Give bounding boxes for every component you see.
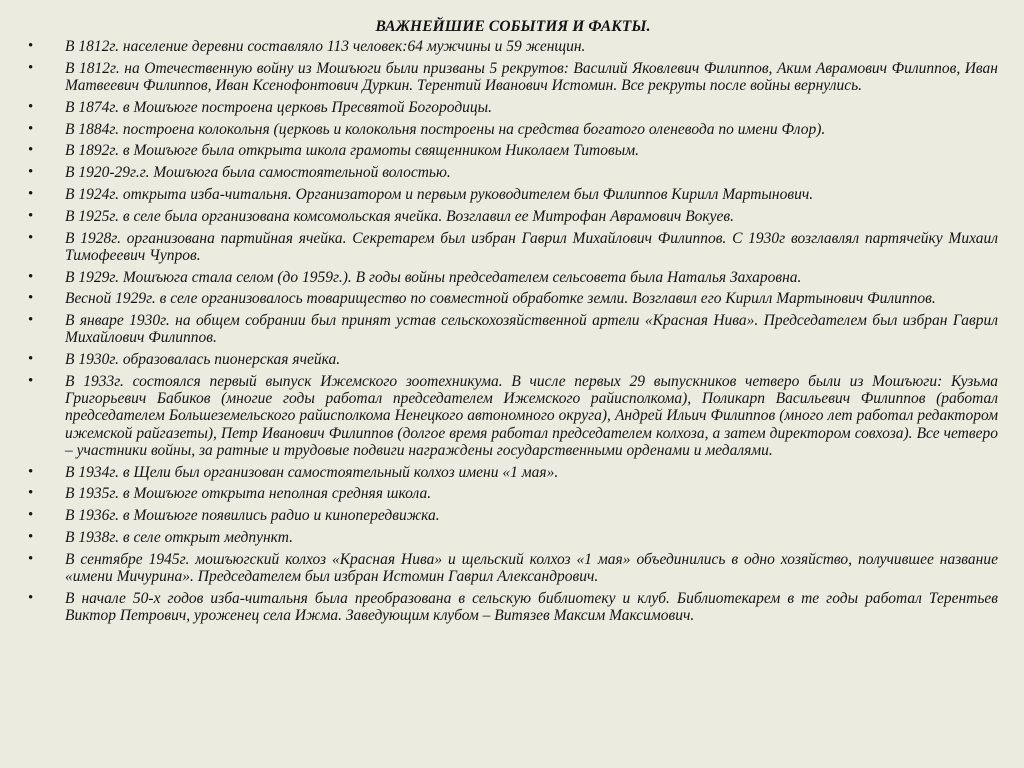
bullet-icon: • <box>28 528 34 545</box>
fact-item <box>28 121 998 138</box>
bullet-icon: • <box>28 185 34 202</box>
bullet-icon: • <box>28 312 34 329</box>
fact-item <box>28 230 998 264</box>
fact-item <box>28 551 998 585</box>
bullet-icon: • <box>28 507 34 524</box>
fact-item <box>28 99 998 116</box>
fact-text: В 1884г. построена колокольня (церковь и колокольня построены на средства богатого оленевода по имени Флор). <box>65 120 826 138</box>
fact-text: В 1934г. в Щели был организован самостоятельный колхоз имени «1 мая». <box>65 463 559 481</box>
fact-text: В 1938г. в селе открыт медпункт. <box>65 528 293 546</box>
fact-text: В сентябре 1945г. мошъюгский колхоз «Красная Нива» и щельский колхоз «1 мая» объединились в одно хозяйство, получившее название «имени Мичурина». Председателем был избран Истомин Гаврил Александрович. <box>65 550 998 585</box>
fact-text: В 1920-29г.г. Мошъюга была самостоятельной волостью. <box>65 164 451 182</box>
bullet-icon: • <box>28 485 34 502</box>
bullet-icon: • <box>28 59 34 76</box>
fact-text: В 1930г. образовалась пионерская ячейка. <box>65 351 341 369</box>
fact-text: В 1929г. Мошъюга стала селом (до 1959г.). В годы войны председателем сельсовета была Наталья Захаровна. <box>65 268 802 286</box>
bullet-icon: • <box>28 164 34 181</box>
fact-text: В январе 1930г. на общем собрании был принят устав сельскохозяйственной артели «Красная Нива». Председателем был избран Гаврил Михайлович Филиппов. <box>65 312 998 347</box>
bullet-icon: • <box>28 207 34 224</box>
bullet-icon: • <box>28 290 34 307</box>
fact-text: В 1874г. в Мошъюге построена церковь Пресвятой Богородицы. <box>65 98 493 116</box>
bullet-icon: • <box>28 550 34 567</box>
bullet-icon: • <box>28 589 34 606</box>
fact-text: В 1936г. в Мошъюге появились радио и кинопередвижка. <box>65 507 440 525</box>
fact-item <box>28 269 998 286</box>
fact-item <box>28 60 998 94</box>
bullet-icon: • <box>28 38 34 54</box>
fact-item <box>28 164 998 181</box>
fact-text: В 1925г. в селе была организована комсомольская ячейка. Возглавил ее Митрофан Аврамович Вокуев. <box>65 207 735 225</box>
fact-text: В 1892г. в Мошъюге была открыта школа грамоты священником Николаем Титовым. <box>65 142 639 160</box>
fact-text: В начале 50-х годов изба-читальня была преобразована в сельскую библиотеку и клуб. Библиотекарем в те годы работал Терентьев Виктор Петрович, уроженец села Ижма. Заведующим клубом – Витязев Максим Максимович. <box>65 589 998 624</box>
fact-item <box>28 38 998 55</box>
fact-item <box>28 351 998 368</box>
fact-text: Весной 1929г. в селе организовалось товарищество по совместной обработке земли. Возглавил его Кирилл Мартынович Филиппов. <box>65 290 936 308</box>
bullet-icon: • <box>28 268 34 285</box>
bullet-icon: • <box>28 120 34 137</box>
bullet-icon: • <box>28 98 34 115</box>
fact-item <box>28 186 998 203</box>
fact-item <box>28 373 998 459</box>
bullet-icon: • <box>28 351 34 368</box>
fact-item <box>28 529 998 546</box>
fact-text: В 1928г. организована партийная ячейка. Секретарем был избран Гаврил Михайлович Филиппов. С 1930г возглавлял партячейку Михаил Тимофеевич Чупров. <box>65 229 998 264</box>
bullet-icon: • <box>28 463 34 480</box>
fact-item <box>28 464 998 481</box>
facts-list <box>28 38 998 624</box>
fact-item <box>28 290 998 307</box>
fact-item <box>28 312 998 346</box>
fact-item <box>28 507 998 524</box>
fact-text: В 1812г. на Отечественную войну из Мошъюги были призваны 5 рекрутов: Василий Яковлевич Филиппов, Аким Аврамович Филиппов, Иван Матвеевич Филиппов, Иван Ксенофонтович Дуркин. Терентий Иванович Истомин. Все рекруты после войны вернулись. <box>65 59 998 94</box>
slide-title: ВАЖНЕЙШИЕ СОБЫТИЯ И ФАКТЫ. <box>375 18 651 35</box>
fact-text: В 1924г. открыта изба-читальня. Организатором и первым руководителем был Филиппов Кирилл Мартынович. <box>65 185 814 203</box>
bullet-icon: • <box>28 142 34 159</box>
fact-text: В 1812г. население деревни составляло 113 человек:64 мужчины и 59 женщин. <box>65 38 586 55</box>
fact-item <box>28 590 998 624</box>
fact-item <box>28 485 998 502</box>
fact-text: В 1935г. в Мошъюге открыта неполная средняя школа. <box>65 485 432 503</box>
fact-item <box>28 142 998 159</box>
bullet-icon: • <box>28 229 34 246</box>
fact-item <box>28 208 998 225</box>
fact-text: В 1933г. состоялся первый выпуск Ижемского зоотехникума. В числе первых 29 выпускников четверо были из Мошъюги: Кузьма Григорьевич Бабиков (многие годы работал председателем Ижемского райисполкома), Поликарп Васильевич Филиппов (работал председателем Большеземельского райисполкома Ненецкого автономного округа), Андрей Ильич Филиппов (много лет работал редактором ижемской райгазеты), Петр Иванович Филиппов (долгое время работал председателем колхоза, а затем директором совхоза). Все четверо – участники войны, за ратные и трудовые подвиги награждены государственными орденами и медалями. <box>65 372 998 459</box>
bullet-icon: • <box>28 372 34 389</box>
